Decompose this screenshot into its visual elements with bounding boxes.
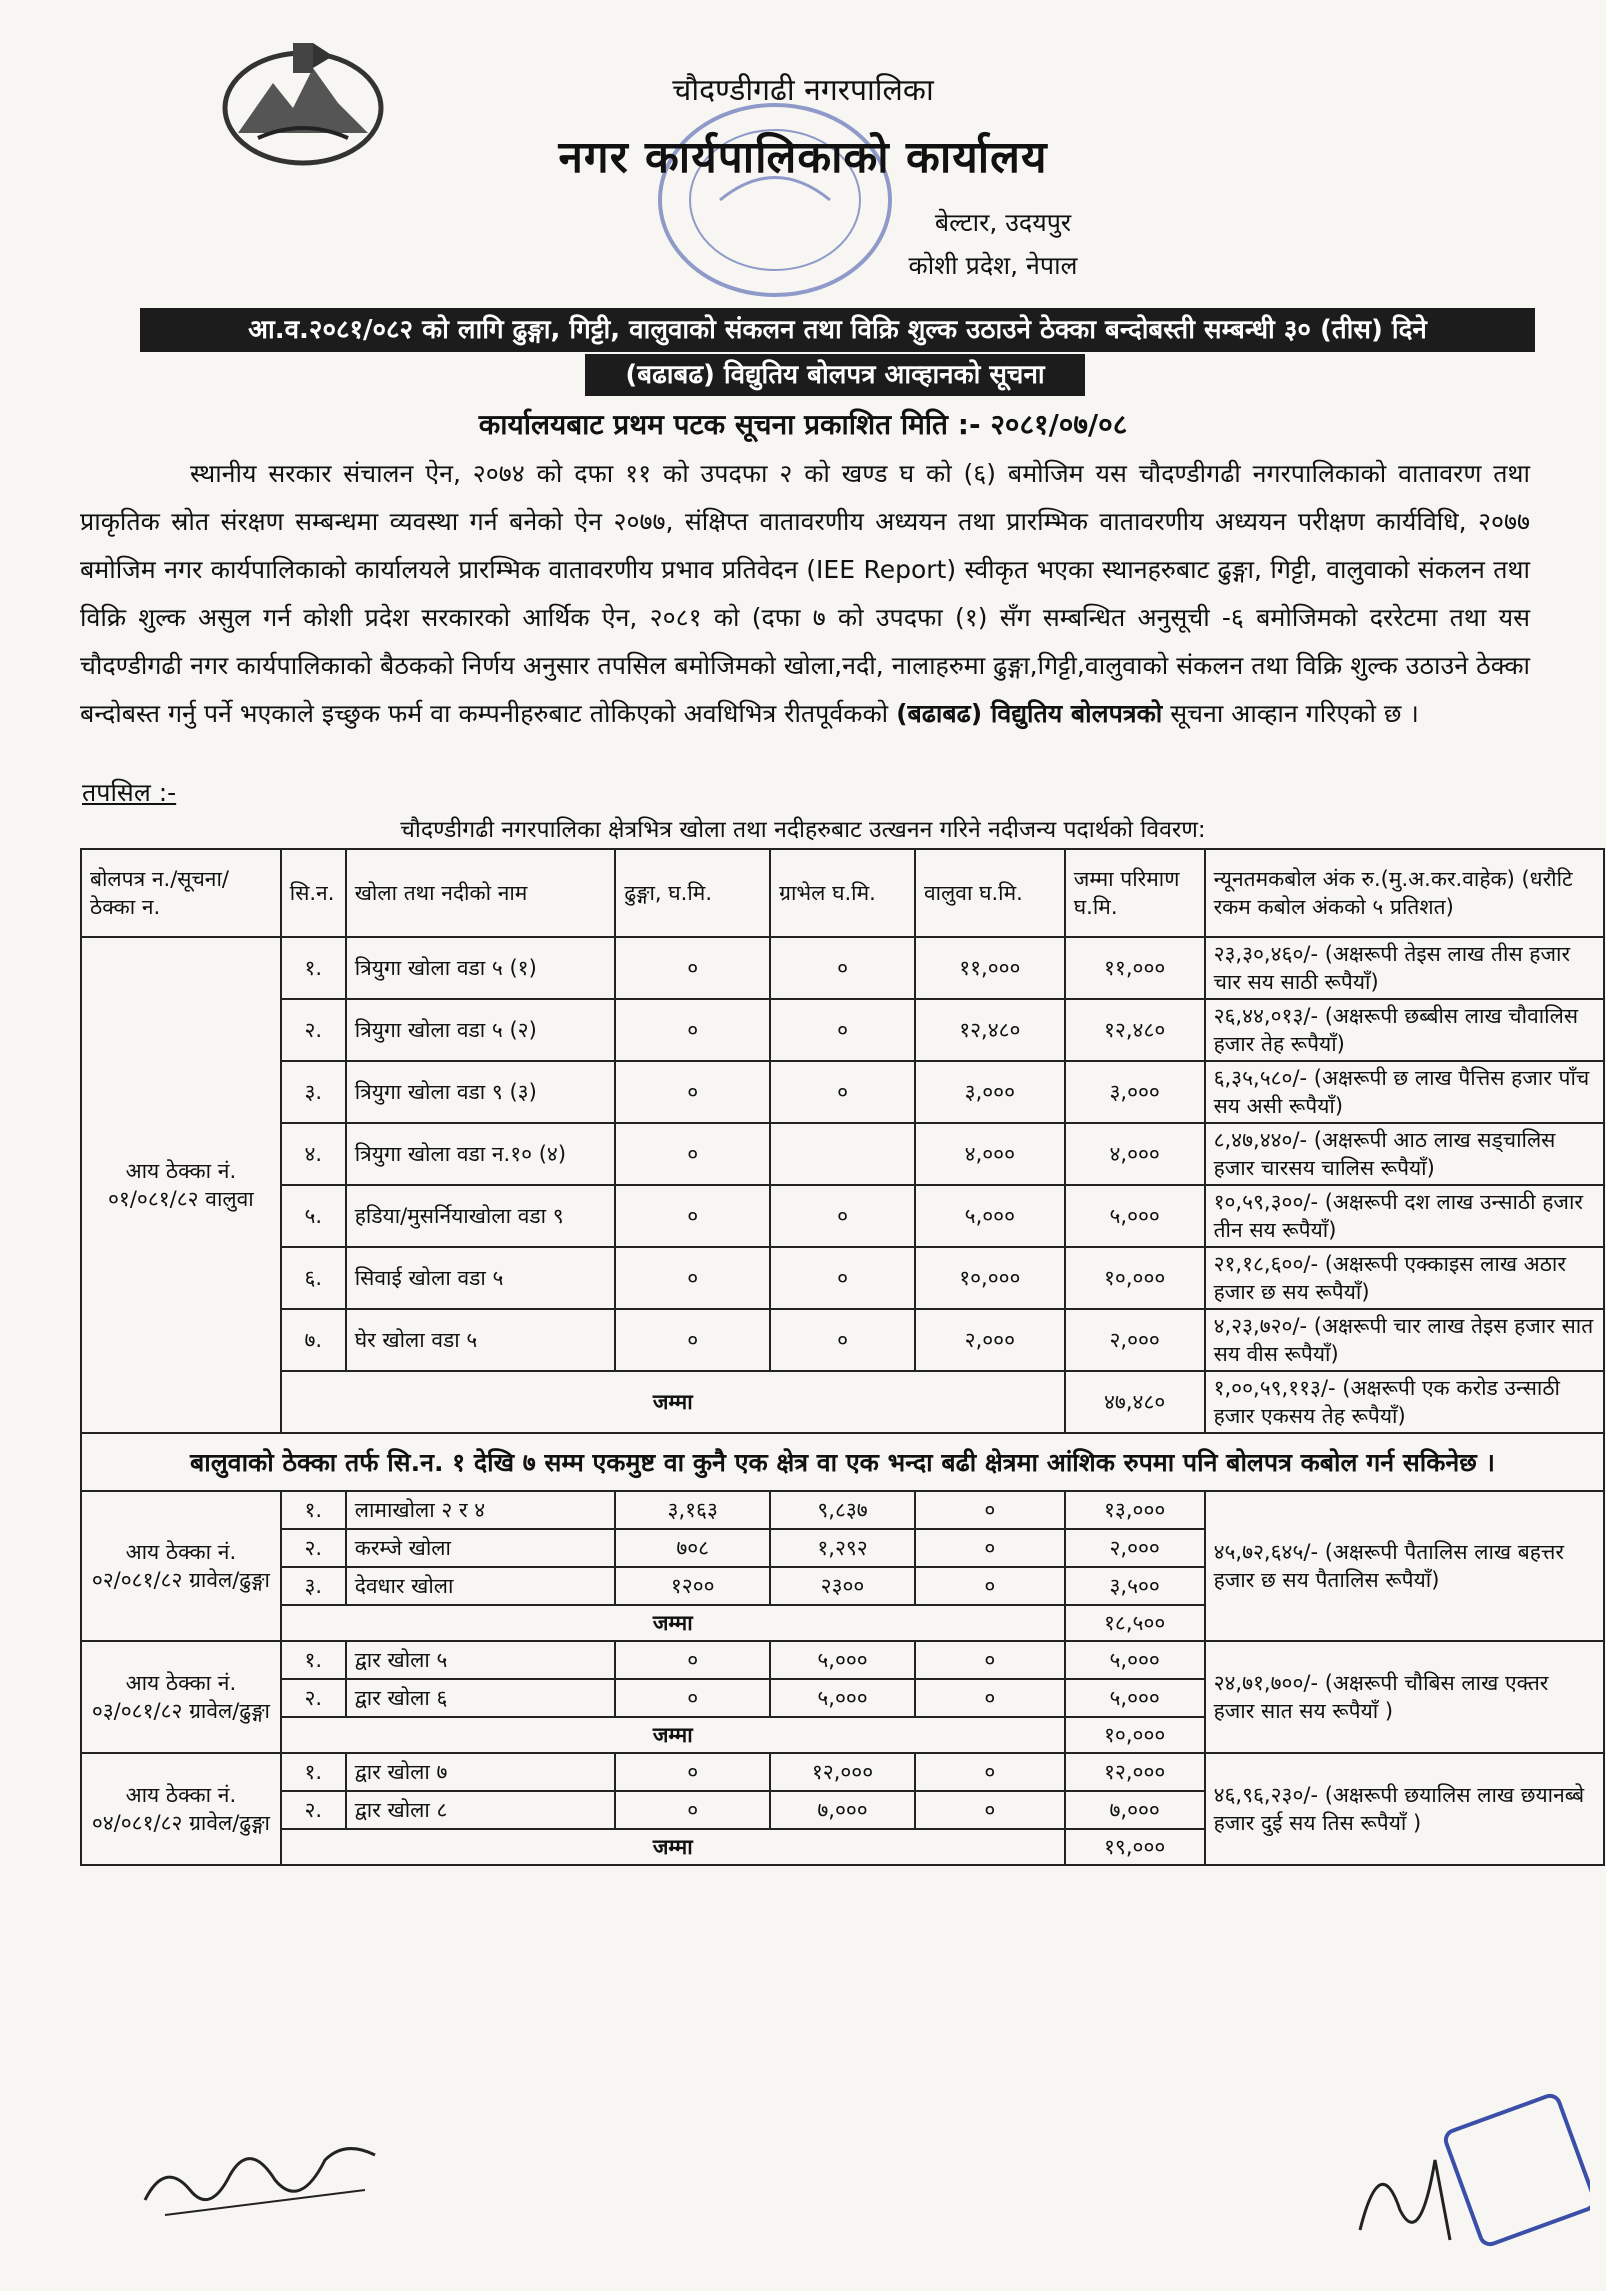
min-bid-amount: ६,३५,५८०/- (अक्षरूपी छ लाख पैत्तिस हजार पाँच सय असी रूपैयाँ) — [1205, 1061, 1604, 1123]
serial-no: ५. — [281, 1185, 346, 1247]
river-name: करम्जे खोला — [346, 1529, 616, 1567]
gravel-qty: ० — [770, 1309, 915, 1371]
stone-qty: ० — [615, 937, 770, 999]
sand-qty: ४,००० — [915, 1123, 1065, 1185]
river-name: त्रियुगा खोला वडा ५ (१) — [346, 937, 616, 999]
gravel-qty — [770, 1123, 915, 1185]
sand-qty: ५,००० — [915, 1185, 1065, 1247]
gravel-qty: ० — [770, 937, 915, 999]
notice-title-line2: (बढाबढ) विद्युतिय बोलपत्र आव्हानको सूचना — [585, 354, 1085, 396]
sand-qty: ० — [915, 1491, 1065, 1529]
header-cell: न्यूनतमकबोल अंक रु.(मु.अ.कर.वाहेक) (धरौटि रकम कबोल अंकको ५ प्रतिशत) — [1205, 849, 1604, 937]
min-bid-amount: ४,२३,७२०/- (अक्षरूपी चार लाख तेइस हजार सात सय वीस रूपैयाँ) — [1205, 1309, 1604, 1371]
river-name: लामाखोला २ र ४ — [346, 1491, 616, 1529]
serial-no: १. — [281, 1641, 346, 1679]
total-label: जम्मा — [281, 1829, 1065, 1865]
municipality-name: चौदण्डीगढी नगरपालिका — [672, 73, 934, 108]
total-qty: १३,००० — [1065, 1491, 1205, 1529]
min-bid-amount: ८,४७,४४०/- (अक्षरूपी आठ लाख सड्चालिस हजार चारसय चालिस रूपैयाँ) — [1205, 1123, 1604, 1185]
signature-stamp-right — [1340, 2090, 1590, 2260]
serial-no: १. — [281, 937, 346, 999]
group2-body — [81, 1491, 1604, 1641]
table-row — [81, 1061, 1604, 1123]
sand-qty: ० — [915, 1753, 1065, 1791]
table-header-row — [81, 849, 1604, 937]
total-qty: १८,५०० — [1065, 1605, 1205, 1641]
total-row — [81, 1371, 1604, 1433]
river-name: त्रियुगा खोला वडा न.१० (४) — [346, 1123, 616, 1185]
total-label: जम्मा — [281, 1371, 1065, 1433]
table-row — [81, 1123, 1604, 1185]
gravel-qty: ५,००० — [770, 1679, 915, 1717]
publish-date: कार्यालयबाट प्रथम पटक सूचना प्रकाशित मिति :- २०८१/०७/०८ — [478, 408, 1128, 441]
river-name: द्वार खोला ७ — [346, 1753, 616, 1791]
stone-qty: ७०८ — [615, 1529, 770, 1567]
stone-qty: ० — [615, 1247, 770, 1309]
total-qty: ३,५०० — [1065, 1567, 1205, 1605]
sand-qty: ० — [915, 1641, 1065, 1679]
total-qty: ४,००० — [1065, 1123, 1205, 1185]
sand-qty: १२,४८० — [915, 999, 1065, 1061]
sand-qty: २,००० — [915, 1309, 1065, 1371]
stone-qty: ३,१६३ — [615, 1491, 770, 1529]
stone-qty: ० — [615, 1061, 770, 1123]
total-qty: ५,००० — [1065, 1185, 1205, 1247]
sand-qty: ३,००० — [915, 1061, 1065, 1123]
sand-qty: ० — [915, 1679, 1065, 1717]
total-amount: १,००,५९,११३/- (अक्षरूपी एक करोड उन्साठी हजार एकसय तेह रूपैयाँ) — [1205, 1371, 1604, 1433]
river-name: घेर खोला वडा ५ — [346, 1309, 616, 1371]
total-label: जम्मा — [281, 1717, 1065, 1753]
total-qty: ३,००० — [1065, 1061, 1205, 1123]
serial-no: २. — [281, 1529, 346, 1567]
total-qty: १९,००० — [1065, 1829, 1205, 1865]
river-name: द्वार खोला ८ — [346, 1791, 616, 1829]
gravel-qty: १२,००० — [770, 1753, 915, 1791]
gravel-qty: १,२९२ — [770, 1529, 915, 1567]
tapsil-label: तपसिल :- — [82, 778, 177, 807]
contract-label: आय ठेक्का नं. ०२/०८१/८२ ग्रावेल/ढुङ्गा — [81, 1491, 281, 1641]
stone-qty: १२०० — [615, 1567, 770, 1605]
min-bid-amount: २३,३०,४६०/- (अक्षरूपी तेइस लाख तीस हजार चार सय साठी रूपैयाँ) — [1205, 937, 1604, 999]
table-row — [81, 999, 1604, 1061]
group4-body — [81, 1753, 1604, 1865]
table-row — [81, 1309, 1604, 1371]
group3-body — [81, 1641, 1604, 1753]
gravel-qty: ५,००० — [770, 1641, 915, 1679]
note-row — [81, 1433, 1604, 1491]
total-qty: ५,००० — [1065, 1641, 1205, 1679]
min-bid-amount: २४,७१,७००/- (अक्षरूपी चौबिस लाख एक्तर हजार सात सय रूपैयाँ ) — [1205, 1641, 1604, 1753]
serial-no: २. — [281, 999, 346, 1061]
min-bid-amount: ४५,७२,६४५/- (अक्षरूपी पैतालिस लाख बहत्तर हजार छ सय पैतालिस रूपैयाँ) — [1205, 1491, 1604, 1641]
notice-title-line1: आ.व.२०८१/०८२ को लागि ढुङ्गा, गिट्टी, वालुवाको संकलन तथा विक्रि शुल्क उठाउने ठेक्का बन्दोबस्ती सम्बन्धी ३० (तीस) दिने — [140, 308, 1535, 352]
total-qty: १२,४८० — [1065, 999, 1205, 1061]
contract-label: आय ठेक्का नं. ०४/०८१/८२ ग्रावेल/ढुङ्गा — [81, 1753, 281, 1865]
notice-body-bold: (बढाबढ) विद्युतिय बोलपत्रको — [896, 699, 1163, 728]
serial-no: ४. — [281, 1123, 346, 1185]
min-bid-amount: ४६,९६,२३०/- (अक्षरूपी छयालिस लाख छयानब्बे हजार दुई सय तिस रूपैयाँ ) — [1205, 1753, 1604, 1865]
table-row — [81, 1247, 1604, 1309]
table-row — [81, 1753, 1604, 1791]
gravel-qty: २३०० — [770, 1567, 915, 1605]
contract-label: आय ठेक्का नं. ०३/०८१/८२ ग्रावेल/ढुङ्गा — [81, 1641, 281, 1753]
header-cell: खोला तथा नदीको नाम — [346, 849, 616, 937]
river-name: हडिया/मुसर्नियाखोला वडा ९ — [346, 1185, 616, 1247]
stone-qty: ० — [615, 999, 770, 1061]
address-line1: बेल्टार, उदयपुर — [934, 208, 1072, 237]
contract-label: आय ठेक्का नं. ०१/०८१/८२ वालुवा — [81, 937, 281, 1433]
notice-body — [80, 450, 1530, 738]
serial-no: २. — [281, 1679, 346, 1717]
river-name: देवधार खोला — [346, 1567, 616, 1605]
stone-qty: ० — [615, 1123, 770, 1185]
total-qty: २,००० — [1065, 1529, 1205, 1567]
stone-qty: ० — [615, 1679, 770, 1717]
total-qty: १०,००० — [1065, 1247, 1205, 1309]
stone-qty: ० — [615, 1185, 770, 1247]
river-name: सिवाई खोला वडा ५ — [346, 1247, 616, 1309]
sand-qty: १०,००० — [915, 1247, 1065, 1309]
sand-qty: ० — [915, 1567, 1065, 1605]
sand-qty: ० — [915, 1791, 1065, 1829]
total-label: जम्मा — [281, 1605, 1065, 1641]
stone-qty: ० — [615, 1641, 770, 1679]
header-cell: ढुङ्गा, घ.मि. — [615, 849, 770, 937]
serial-no: ३. — [281, 1061, 346, 1123]
header-cell: सि.न. — [281, 849, 346, 937]
total-qty: ७,००० — [1065, 1791, 1205, 1829]
gravel-qty: ० — [770, 1185, 915, 1247]
total-qty: २,००० — [1065, 1309, 1205, 1371]
total-qty: १२,००० — [1065, 1753, 1205, 1791]
details-table — [80, 848, 1605, 1866]
table-caption: चौदण्डीगढी नगरपालिका क्षेत्रभित्र खोला तथा नदीहरुबाट उत्खनन गरिने नदीजन्य पदार्थको विवरण: — [400, 817, 1206, 843]
signature-left — [135, 2120, 385, 2230]
gravel-qty: ० — [770, 999, 915, 1061]
gravel-qty: ९,८३७ — [770, 1491, 915, 1529]
header-cell: बोलपत्र न./सूचना/ ठेक्का न. — [81, 849, 281, 937]
table-row — [81, 1491, 1604, 1529]
office-name: नगर कार्यपालिकाको कार्यालय — [558, 132, 1048, 183]
river-name: द्वार खोला ६ — [346, 1679, 616, 1717]
sand-qty: ० — [915, 1529, 1065, 1567]
table-row — [81, 1641, 1604, 1679]
sand-qty: ११,००० — [915, 937, 1065, 999]
river-name: त्रियुगा खोला वडा ५ (२) — [346, 999, 616, 1061]
stone-qty: ० — [615, 1753, 770, 1791]
serial-no: ६. — [281, 1247, 346, 1309]
serial-no: ७. — [281, 1309, 346, 1371]
header-cell: ग्राभेल घ.मि. — [770, 849, 915, 937]
serial-no: १. — [281, 1491, 346, 1529]
gravel-qty: ० — [770, 1247, 915, 1309]
gravel-qty: ७,००० — [770, 1791, 915, 1829]
stone-qty: ० — [615, 1309, 770, 1371]
stone-qty: ० — [615, 1791, 770, 1829]
total-qty: ११,००० — [1065, 937, 1205, 999]
min-bid-amount: २१,१८,६००/- (अक्षरूपी एक्काइस लाख अठार हजार छ सय रूपैयाँ) — [1205, 1247, 1604, 1309]
serial-no: १. — [281, 1753, 346, 1791]
note-text: बालुवाको ठेक्का तर्फ सि.न. १ देखि ७ सम्म एकमुष्ट वा कुनै एक क्षेत्र वा एक भन्दा बढी क्षेत्रमा आंशिक रुपमा पनि बोलपत्र कबोल गर्न सकिनेछ । — [81, 1433, 1604, 1491]
notice-body-part1: स्थानीय सरकार संचालन ऐन, २०७४ को दफा ११ को उपदफा २ को खण्ड घ को (६) बमोजिम यस चौदण्डीगढी नगरपालिकाको वातावरण तथा प्राकृतिक स्रोत संरक्षण सम्बन्धमा व्यवस्था गर्न बनेको ऐन २०७७, संक्षिप्त वातावरणीय अध्ययन तथा प्रारम्भिक वातावरणीय अध्ययन परीक्षण कार्यविधि, २०७७ बमोजिम नगर कार्यपालिकाको कार्यालयले प्रारम्भिक वातावरणीय प्रभाव प्रतिवेदन (IEE Report) स्वीकृत भएका स्थानहरुबाट ढुङ्गा, गिट्टी, वालुवाको संकलन तथा विक्रि शुल्क असुल गर्न कोशी प्रदेश सरकारको आर्थिक ऐन, २०८१ को (दफा ७ को उपदफा (१) सँग सम्बन्धित अनुसूची -६ बमोजिमको दररेटमा तथा यस चौदण्डीगढी नगर कार्यपालिकाको बैठकको निर्णय अनुसार तपसिल बमोजिमको खोला,नदी, नालाहरुमा ढुङ्गा,गिट्टी,वालुवाको संकलन तथा विक्रि शुल्क उठाउने ठेक्का बन्दोबस्त गर्नु पर्ने भएकाले इच्छुक फर्म वा कम्पनीहरुबाट तोकिएको अवधिभित्र रीतपूर्वकको — [80, 459, 1530, 728]
header-cell: वालुवा घ.मि. — [915, 849, 1065, 937]
min-bid-amount: २६,४४,०१३/- (अक्षरूपी छब्बीस लाख चौवालिस हजार तेह रूपैयाँ) — [1205, 999, 1604, 1061]
table-row — [81, 937, 1604, 999]
river-name: त्रियुगा खोला वडा ९ (३) — [346, 1061, 616, 1123]
serial-no: २. — [281, 1791, 346, 1829]
total-qty: ५,००० — [1065, 1679, 1205, 1717]
river-name: द्वार खोला ५ — [346, 1641, 616, 1679]
table-row — [81, 1185, 1604, 1247]
gravel-qty: ० — [770, 1061, 915, 1123]
address-line2: कोशी प्रदेश, नेपाल — [908, 251, 1078, 280]
notice-body-part2: सूचना आव्हान गरिएको छ । — [1170, 699, 1419, 728]
total-qty: १०,००० — [1065, 1717, 1205, 1753]
serial-no: ३. — [281, 1567, 346, 1605]
group1-body — [81, 937, 1604, 1433]
total-qty: ४७,४८० — [1065, 1371, 1205, 1433]
min-bid-amount: १०,५९,३००/- (अक्षरूपी दश लाख उन्साठी हजार तीन सय रूपैयाँ) — [1205, 1185, 1604, 1247]
header-cell: जम्मा परिमाण घ.मि. — [1065, 849, 1205, 937]
